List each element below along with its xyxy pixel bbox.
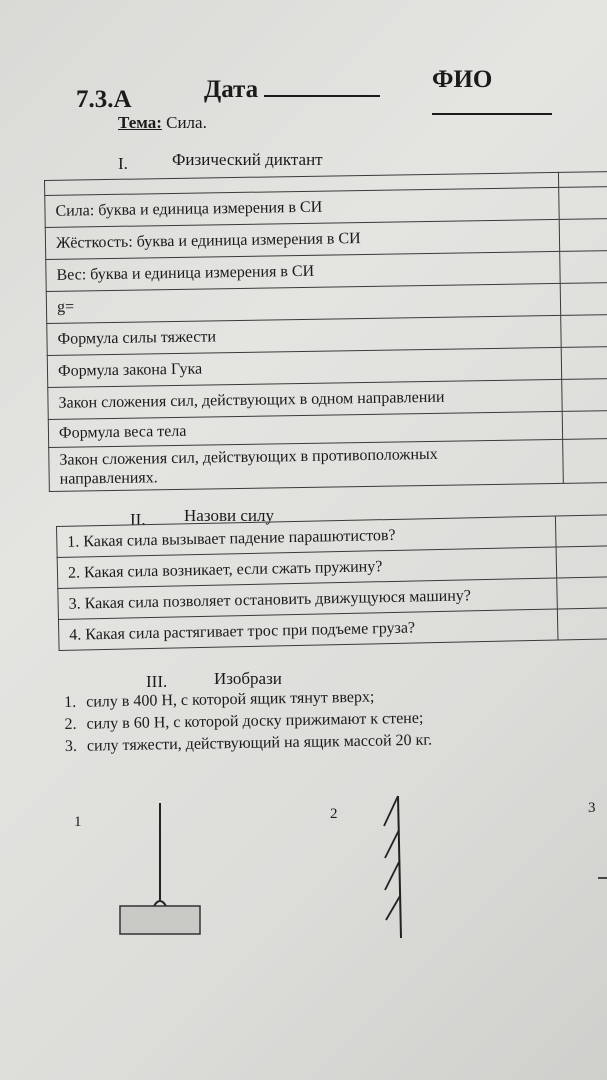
question-cell: g= bbox=[46, 283, 560, 323]
figure-label-2: 2 bbox=[330, 806, 338, 822]
question-cell: 4. Какая сила растягивает трос при подъеме груза? bbox=[58, 609, 558, 650]
question-cell: Формула силы тяжести bbox=[47, 315, 561, 355]
question-cell: 1. Какая сила вызывает падение парашютистов? bbox=[57, 516, 557, 557]
list-item: 2. силу в 60 Н, с которой доску прижимают к стене; bbox=[64, 709, 424, 733]
question-cell: Формула веса тела bbox=[48, 411, 562, 447]
figure-label-1: 1 bbox=[74, 814, 82, 830]
section1-title: Физический диктант bbox=[172, 150, 323, 169]
date-label: Дата bbox=[204, 76, 380, 104]
wall-figure bbox=[384, 796, 401, 938]
list-item: 3. силу тяжести, действующий на ящик массой 20 кг. bbox=[64, 731, 433, 755]
section1-numeral: I. bbox=[118, 154, 128, 173]
fio-label: ФИО bbox=[432, 66, 607, 122]
question-cell: Закон сложения сил, действующих в противоположных направлениях. bbox=[49, 439, 564, 491]
section3-title: Изобрази bbox=[214, 669, 282, 688]
figure-label-3: 3 bbox=[588, 800, 596, 816]
list-item: 1. силу в 400 Н, с которой ящик тянут вверх; bbox=[64, 688, 375, 711]
box-shape[interactable] bbox=[120, 906, 200, 934]
section2-numeral: II. bbox=[130, 510, 146, 529]
section2-title: Назови силу bbox=[184, 506, 274, 525]
question-cell: Закон сложения сил, действующих в одном направлении bbox=[48, 379, 562, 419]
topic-value: Сила. bbox=[166, 113, 207, 132]
question-cell: Сила: буква и единица измерения в СИ bbox=[45, 187, 559, 227]
worksheet-code: 7.3.А bbox=[76, 86, 132, 113]
box-on-rope-figure bbox=[120, 803, 200, 934]
question-cell: Вес: буква и единица измерения в СИ bbox=[46, 251, 560, 291]
topic-label: Тема: bbox=[118, 113, 162, 132]
question-cell: 3. Какая сила позволяет остановить движущуюся машину? bbox=[58, 578, 558, 619]
question-cell: Формула закона Гука bbox=[47, 347, 561, 387]
question-cell: 2. Какая сила возникает, если сжать пружину? bbox=[57, 547, 557, 588]
section3-numeral: III. bbox=[146, 672, 168, 691]
question-cell: Жёсткость: буква и единица измерения в СИ bbox=[45, 219, 559, 259]
